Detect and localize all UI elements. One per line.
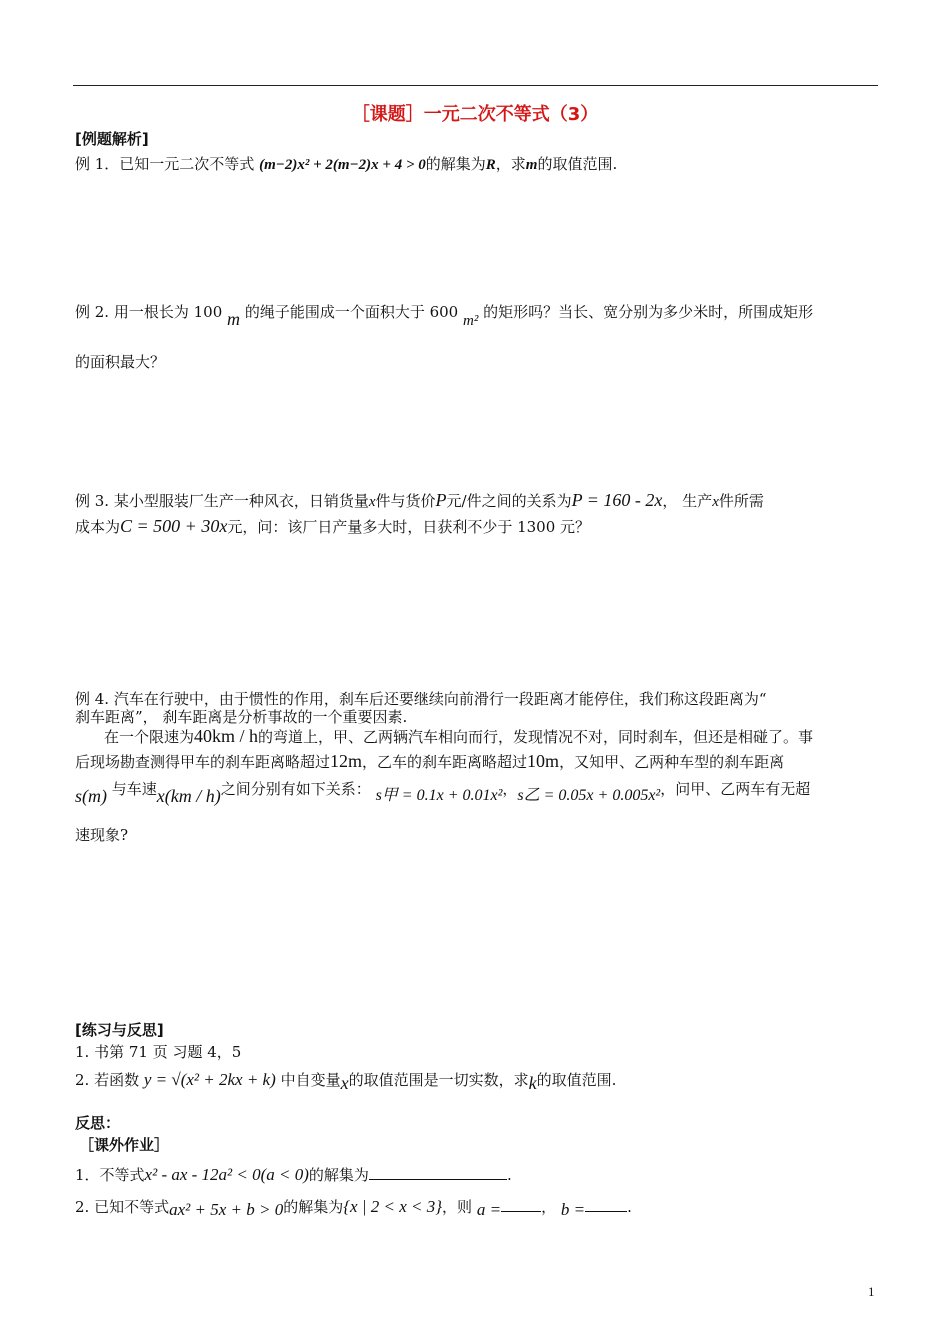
h2-c: ，则 — [442, 1198, 473, 1216]
h2-b: 的解集为 — [283, 1198, 344, 1216]
page-number: 1 — [868, 1284, 875, 1299]
section-practice-heading: [练习与反思] — [75, 1021, 164, 1039]
ex4-line2: 刹车距离”， 刹车距离是分析事故的一个重要因素. — [75, 708, 408, 726]
ex4-line1: 例 4. 汽车在行驶中，由于惯性的作用，刹车后还要继续向前滑行一段距离才能停住，我们称这段距离为“ — [75, 690, 767, 708]
ex3-a: 例 3. 某小型服装厂生产一种风衣，日销货量 — [75, 492, 369, 510]
example-1 — [75, 153, 617, 176]
h1-a: 1．不等式 — [75, 1166, 145, 1184]
p2-function: y = √(x² + 2kx + k) — [143, 1070, 276, 1089]
ex1-mid: 的解集为 — [425, 155, 486, 173]
ex2-b: 的绳子能围成一个面积大于 600 — [244, 303, 459, 321]
h2-a-eq: a = — [476, 1200, 502, 1219]
ex4-speed: 40km / h — [194, 726, 259, 746]
h2-b-eq: b = — [560, 1200, 586, 1219]
h2-sep: ， — [541, 1198, 557, 1216]
ex4-d1: 12m — [330, 751, 363, 771]
ex4-f2: s乙 = 0.05x + 0.005x² — [517, 787, 661, 804]
ex3-P: P — [435, 490, 447, 510]
ex1-formula: (m−2)x² + 2(m−2)x + 4 > 0 — [259, 157, 426, 173]
p2-c: 的取值范围是一切实数，求 — [348, 1071, 529, 1089]
ex3-x2: x — [712, 494, 719, 510]
h2-set: {x | 2 < x < 3} — [343, 1197, 443, 1216]
ex4-line5 — [75, 780, 811, 809]
p2-b: 中自变量 — [280, 1071, 341, 1089]
ex4-l5c: ，问甲、乙两车有无超 — [660, 780, 811, 798]
p2-a: 2. 若函数 — [75, 1071, 140, 1089]
header-rule — [73, 85, 878, 86]
homework-2 — [75, 1196, 632, 1218]
homework-1 — [75, 1164, 512, 1186]
ex2-c: 的矩形吗？当长、宽分别为多少米时，所围成矩形 — [483, 303, 814, 321]
section-examples-heading: [例题解析] — [75, 130, 149, 148]
practice-1: 1. 书第 71 页 习题 4，5 — [75, 1043, 242, 1061]
ex4-l4a: 后现场勘查测得甲车的刹车距离略超过 — [75, 753, 331, 771]
ex4-l4c: ，又知甲、乙两种车型的刹车距离 — [559, 753, 785, 771]
h2-b-blank[interactable] — [585, 1197, 627, 1212]
p2-x: x — [340, 1073, 349, 1093]
ex4-l3b: 的弯道上，甲、乙两辆汽车相向而行，发现情况不对，同时刹车，但还是相碰了。事 — [258, 728, 814, 746]
ex2-a: 例 2. 用一根长为 100 — [75, 303, 223, 321]
ex3-f: 成本为 — [75, 518, 121, 536]
ex3-eq1: P = 160 - 2x — [571, 490, 663, 510]
ex4-l5b: 之间分别有如下关系： — [220, 780, 371, 798]
ex4-l5a: 与车速 — [111, 780, 157, 798]
ex3-g: 元，问：该厂日产量多大时，日获利不少于 1300 元？ — [227, 518, 591, 536]
section-homework-heading: ［课外作业］ — [79, 1136, 170, 1154]
reflection-heading: 反思： — [75, 1114, 121, 1132]
h1-b: 的解集为 — [308, 1166, 369, 1184]
h2-a-blank[interactable] — [501, 1197, 541, 1212]
ex2-unit1: m — [227, 309, 241, 329]
ex1-tail: 的取值范围. — [537, 155, 618, 173]
h1-ineq: x² - ax - 12a² < 0(a < 0) — [144, 1165, 309, 1184]
h2-a: 2. 已知不等式 — [75, 1198, 170, 1216]
h2-end: . — [627, 1198, 632, 1216]
ex1-mid2: ，求 — [495, 155, 526, 173]
ex4-f1: s甲 = 0.1x + 0.01x² — [375, 787, 503, 804]
ex3-e: 件所需 — [718, 492, 764, 510]
ex3-x: x — [368, 494, 376, 510]
example-3-line1 — [75, 489, 885, 513]
example-2 — [75, 300, 885, 329]
p2-d: 的取值范围. — [536, 1071, 617, 1089]
ex4-sep: ， — [502, 780, 518, 798]
ex1-var: m — [525, 157, 538, 173]
h1-end: . — [506, 1166, 512, 1184]
page-title: ［课题］一元二次不等式（3） — [351, 104, 599, 125]
practice-2 — [75, 1068, 616, 1091]
example-3-line2 — [75, 515, 590, 538]
ex3-c: 元/件之间的关系为 — [446, 492, 572, 510]
ex4-l3a: 在一个限速为 — [104, 728, 195, 746]
ex3-d: ， 生产 — [662, 492, 713, 510]
ex3-b: 件与货价 — [375, 492, 436, 510]
ex1-R: R — [485, 157, 496, 173]
ex2-unit2: m² — [463, 313, 479, 329]
ex2-line2: 的面积最大？ — [75, 353, 166, 371]
ex1-label: 例 1．已知一元二次不等式 — [75, 155, 255, 173]
h1-answer-blank[interactable] — [369, 1165, 507, 1180]
ex4-xv: x(km / h) — [156, 786, 221, 806]
p2-k: k — [528, 1073, 537, 1093]
ex4-sm: s(m) — [75, 786, 107, 806]
h2-ineq: ax² + 5x + b > 0 — [169, 1200, 284, 1219]
ex3-eq2: C = 500 + 30x — [120, 516, 228, 536]
ex4-line6: 速现象? — [75, 826, 129, 844]
ex4-l4b: ，乙车的刹车距离略超过 — [362, 753, 528, 771]
ex4-line4 — [75, 750, 784, 773]
ex4-line3 — [104, 725, 813, 748]
ex4-d2: 10m — [527, 751, 560, 771]
